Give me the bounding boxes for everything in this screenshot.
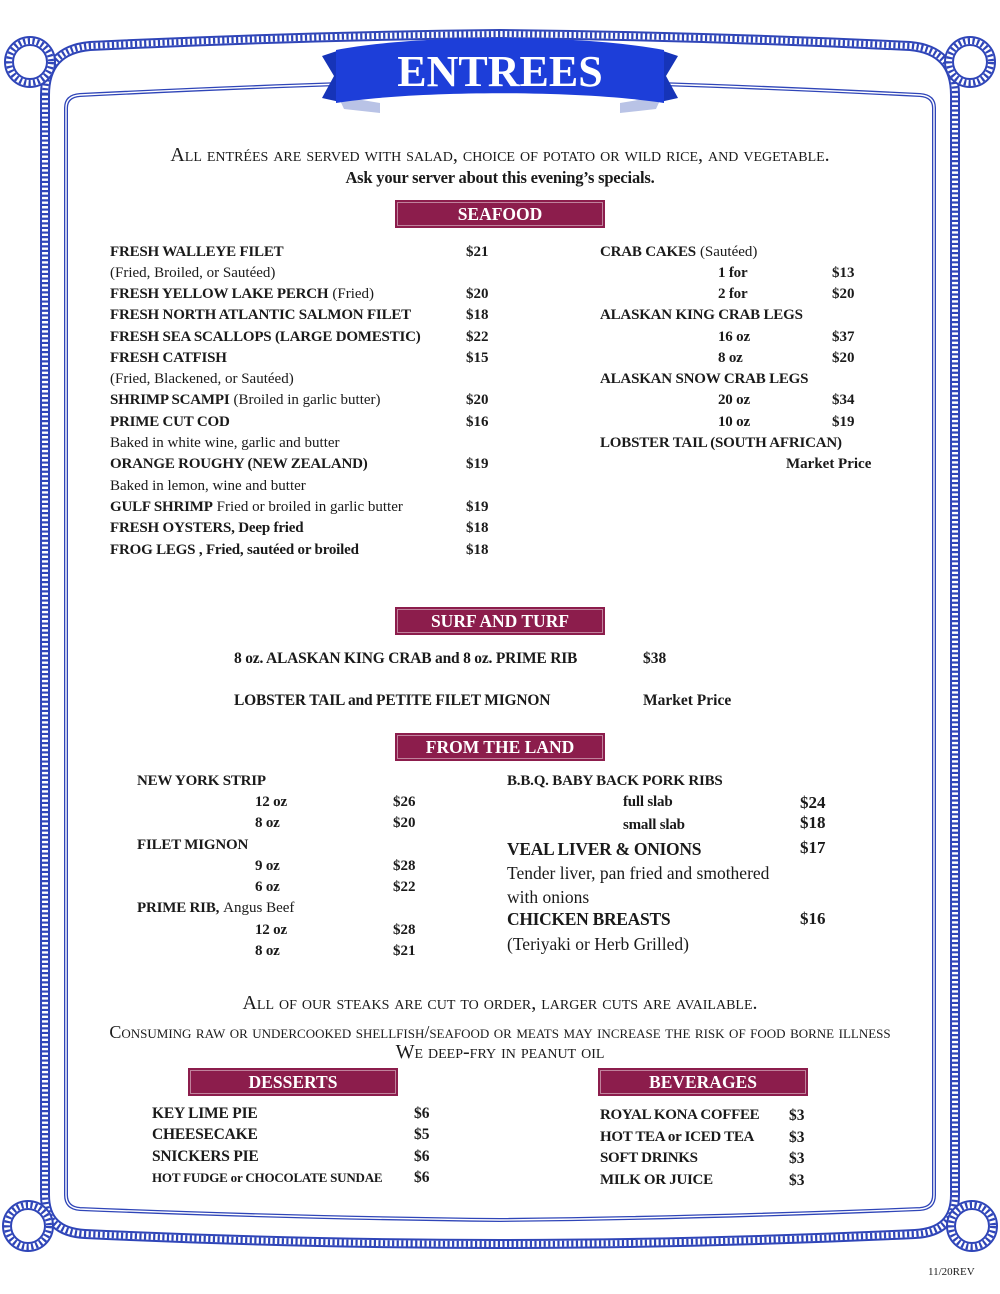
item-description [507,933,689,956]
menu-item [110,284,489,305]
menu-item [110,390,489,411]
menu-item [600,1127,805,1148]
option-price: $20 [393,815,416,831]
item-name: MILK OR JUICE [600,1172,713,1188]
option-price: $26 [393,794,416,810]
menu-item [110,327,489,348]
item-note: (Broiled in garlic butter) [233,392,381,408]
item-name: FRESH WALLEYE FILET [110,244,284,260]
option-price: $37 [832,329,855,345]
item-note: (Fried, Broiled, or Sautéed) [110,265,276,281]
item-name: KEY LIME PIE [152,1105,258,1122]
option-size: 12 oz [255,922,287,938]
option-size: small slab [623,817,685,833]
item-name: PRIME CUT COD [110,414,230,430]
item-price: $17 [800,838,826,857]
item-name: LOBSTER TAIL (SOUTH AFRICAN) [600,435,842,451]
item-price: $18 [466,520,489,536]
item-name: SNICKERS PIE [152,1148,259,1165]
item-price: $16 [800,909,826,928]
banner-title: ENTREES [397,47,603,96]
item-price: $18 [466,542,489,558]
item-price: $15 [466,350,489,366]
option-price: $22 [393,879,416,895]
item-name: ALASKAN SNOW CRAB LEGS [600,371,809,387]
section-heading-seafood: SEAFOOD [395,200,605,228]
menu-item [110,305,489,326]
item-note: Baked in lemon, wine and butter [110,478,306,494]
menu-item-ribs [507,771,723,792]
option-size: 8 oz [255,943,280,959]
menu-item-veal-liver [507,838,826,861]
menu-item [600,1105,805,1126]
item-note: (Teriyaki or Herb Grilled) [507,934,689,954]
item-description [110,476,306,497]
menu-item [234,690,732,711]
item-name: HOT TEA or ICED TEA [600,1129,755,1145]
item-name: ROYAL KONA COFFEE [600,1107,760,1123]
option-price: $28 [393,922,416,938]
item-note: (Fried, Blackened, or Sautéed) [110,371,294,387]
menu-item [110,518,489,539]
item-note: (Sautéed) [699,244,758,260]
option-size: full slab [623,794,673,810]
option-price: $28 [393,858,416,874]
revision-code: 11/20REV [928,1266,975,1278]
item-price: $5 [414,1126,430,1143]
item-note: Baked in white wine, garlic and butter [110,435,340,451]
entrees-banner [322,38,678,113]
item-name: FRESH OYSTERS, Deep fried [110,520,304,536]
option-price: $19 [832,414,855,430]
item-note: (Fried) [332,286,375,302]
item-price: $3 [789,1107,805,1124]
item-name: CRAB CAKES [600,244,696,260]
item-name: HOT FUDGE or CHOCOLATE SUNDAE [152,1170,383,1185]
item-note: Angus Beef [223,900,295,916]
item-note: Fried or broiled in garlic butter [216,499,403,515]
menu-item [110,540,489,561]
option-size: 8 oz [255,815,280,831]
option-price: $21 [393,943,416,959]
item-price: $6 [414,1148,430,1165]
item-note: with onions [507,887,590,907]
option-size: 10 oz [718,414,750,430]
item-name: LOBSTER TAIL and PETITE FILET MIGNON [234,692,551,709]
health-advisory: Consuming raw or undercooked shellfish/seafood or meats may increase the risk of food borne illness [109,1022,891,1042]
menu-item [600,1148,805,1169]
item-price: $6 [414,1105,430,1122]
menu-item-king-crab-legs [600,305,803,326]
menu-item [110,454,489,475]
option-size: 8 oz [718,350,743,366]
menu-item [110,412,489,433]
section-heading-surf-and-turf: SURF AND TURF [395,607,605,635]
section-heading-beverages: BEVERAGES [598,1068,808,1096]
item-description [110,433,340,454]
option-size: 1 for [718,265,748,281]
menu-item [110,497,489,518]
item-name: FRESH CATFISH [110,350,227,366]
item-price: $18 [466,307,489,323]
peanut-oil-note: We deep-fry in peanut oil [395,1041,605,1063]
steaks-note: All of our steaks are cut to order, larger cuts are available. [242,992,758,1014]
menu-item [600,1170,805,1191]
item-name: SHRIMP SCAMPI [110,392,230,408]
menu-item [152,1103,430,1124]
item-name: FRESH YELLOW LAKE PERCH [110,286,329,302]
menu-item [152,1167,430,1188]
item-name: ORANGE ROUGHY (NEW ZEALAND) [110,456,368,472]
option-size: 9 oz [255,858,280,874]
option-size: 12 oz [255,794,287,810]
option-size: 16 oz [718,329,750,345]
option-size: 6 oz [255,879,280,895]
item-name: NEW YORK STRIP [137,773,266,789]
option-price: $20 [832,286,855,302]
item-price: Market Price [786,456,872,472]
menu-item-chicken-breasts [507,908,826,931]
option-price: $13 [832,265,855,281]
item-name: VEAL LIVER & ONIONS [507,839,702,859]
item-price: $21 [466,244,489,260]
menu-item-lobster-tail [600,433,842,454]
option-price: $18 [800,813,826,832]
option-size: 2 for [718,286,748,302]
menu-item-new-york-strip [137,771,266,792]
item-price: $19 [466,456,489,472]
item-note: Tender liver, pan fried and smothered [507,863,770,883]
item-price: $22 [466,329,489,345]
item-name: GULF SHRIMP [110,499,213,515]
item-name: FRESH SEA SCALLOPS (LARGE DOMESTIC) [110,329,421,345]
item-name: B.B.Q. BABY BACK PORK RIBS [507,773,723,789]
item-price: $38 [643,650,667,667]
menu-item [110,242,489,263]
item-price: $3 [789,1172,805,1189]
section-heading-from-the-land: FROM THE LAND [395,733,605,761]
item-description [507,886,589,909]
item-price: Market Price [643,692,732,709]
item-name: CHICKEN BREASTS [507,909,671,929]
item-price: $3 [789,1150,805,1167]
item-name: PRIME RIB, [137,900,220,916]
item-description [110,263,275,284]
item-name: 8 oz. ALASKAN KING CRAB and 8 oz. PRIME RIB [234,650,578,667]
item-name: CHEESECAKE [152,1126,258,1143]
specials-line: Ask your server about this evening’s specials. [345,168,655,187]
item-name: FILET MIGNON [137,837,249,853]
intro-line: All entrées are served with salad, choice of potato or wild rice, and vegetable. [170,144,830,166]
item-name: FROG LEGS , Fried, sautéed or broiled [110,542,359,558]
item-price: $19 [466,499,489,515]
option-price: $34 [832,392,855,408]
item-name: ALASKAN KING CRAB LEGS [600,307,803,323]
menu-item-filet-mignon [137,835,248,856]
menu-item-crab-cakes [600,242,757,263]
option-price: $24 [800,793,826,812]
item-price: $16 [466,414,489,430]
option-size: 20 oz [718,392,750,408]
menu-item [152,1124,430,1145]
item-price: $20 [466,392,489,408]
item-description [507,862,769,885]
item-name: SOFT DRINKS [600,1150,698,1166]
menu-item-snow-crab-legs [600,369,808,390]
menu-item [234,648,667,669]
option-price: $20 [832,350,855,366]
item-name: FRESH NORTH ATLANTIC SALMON FILET [110,307,411,323]
item-price: $3 [789,1129,805,1146]
section-heading-desserts: DESSERTS [188,1068,398,1096]
item-price: $20 [466,286,489,302]
item-price: $6 [414,1169,430,1186]
menu-item [152,1146,430,1167]
item-description [110,369,294,390]
menu-item [110,348,489,369]
menu-item-prime-rib [137,898,294,919]
